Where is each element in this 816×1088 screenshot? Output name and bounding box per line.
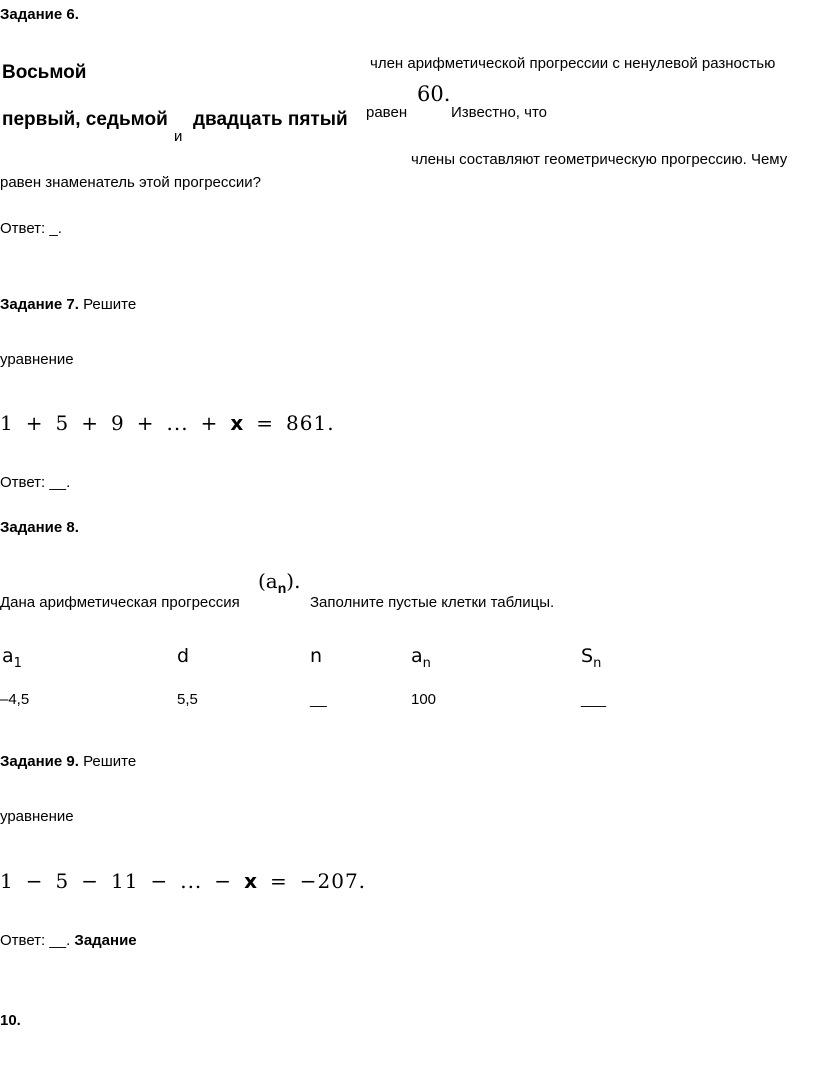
eq-term: ...	[180, 869, 203, 893]
task9-title: Задание 9.	[0, 753, 79, 770]
task7-title: Задание 7.	[0, 296, 79, 313]
table-header-n: n	[310, 645, 323, 667]
eq-term: 9	[111, 411, 125, 435]
task9-equation	[0, 869, 366, 893]
eq-variable: x	[230, 411, 245, 435]
eq-term: 1	[0, 869, 14, 893]
eq-rhs: −207.	[299, 869, 367, 893]
eq-operator: +	[136, 411, 155, 435]
task6-word-eighth: Восьмой	[2, 62, 87, 83]
task6-text-ratio: равен знаменатель этой прогрессии?	[0, 174, 261, 191]
task6-title: Задание 6.	[0, 6, 79, 23]
table-cell-n: __	[310, 691, 327, 708]
eq-operator: −	[25, 869, 44, 893]
eq-operator: +	[81, 411, 99, 435]
eq-rhs: 861.	[286, 411, 335, 435]
seq-sub: n	[277, 580, 287, 596]
eq-variable: x	[244, 869, 258, 893]
task7-title-line	[0, 296, 136, 313]
table-header-an: $a_n$	[411, 645, 431, 671]
task8-sequence-notation	[258, 569, 300, 596]
task6-answer: Ответ: _.	[0, 220, 62, 237]
table-cell-an: 100	[411, 691, 437, 708]
eq-term: 5	[55, 411, 70, 435]
task7-title-rest: Решите	[78, 296, 137, 313]
eq-term: 5	[55, 869, 70, 893]
eq-operator: +	[25, 411, 44, 435]
eq-operator: −	[81, 869, 99, 893]
task9-answer-line	[0, 932, 137, 949]
eq-sign: =	[269, 869, 288, 893]
task10-title: 10.	[0, 1012, 21, 1029]
table-header-a1: $a_1$	[2, 645, 22, 671]
table-header-sn: $S_n$	[581, 645, 602, 671]
table-cell-sn: ___	[581, 691, 607, 708]
task6-value: 60.	[417, 82, 451, 106]
task7-word-equation: уравнение	[0, 351, 74, 368]
task9-word-equation: уравнение	[0, 808, 74, 825]
task6-text-members-form: члены составляют геометрическую прогрессию. Чему	[411, 151, 788, 168]
eq-operator: −	[214, 869, 233, 893]
task8-fill-instruction: Заполните пустые клетки таблицы.	[310, 594, 555, 611]
table-cell-a1: –4,5	[0, 691, 30, 708]
task6-text-member: член арифметической прогрессии с ненулевой разностью	[370, 55, 776, 72]
eq-term: 1	[0, 411, 14, 435]
task9-answer: Ответ: __.	[0, 932, 71, 949]
task8-title: Задание 8.	[0, 519, 79, 536]
eq-operator: +	[200, 411, 219, 435]
task8-intro: Дана арифметическая прогрессия	[0, 594, 240, 611]
eq-operator: −	[150, 869, 169, 893]
eq-sign: =	[256, 411, 275, 435]
table-cell-d: 5,5	[177, 691, 198, 708]
task6-text-equals: равен	[366, 104, 408, 121]
task7-equation	[0, 411, 335, 435]
seq-close: ).	[286, 569, 301, 593]
eq-term: ...	[166, 411, 189, 435]
task6-words-twenty-fifth: двадцать пятый	[193, 109, 348, 130]
task9-title-rest: Решите	[78, 753, 137, 770]
seq-open: (a	[258, 569, 278, 593]
task6-word-and: и	[174, 128, 183, 145]
table-header-d: d	[177, 645, 190, 667]
task7-answer: Ответ: __.	[0, 474, 71, 491]
task6-text-known: Известно, что	[451, 104, 547, 121]
task9-title-line	[0, 753, 136, 770]
task10-label: Задание	[74, 932, 137, 949]
eq-term: 11	[111, 869, 139, 893]
task6-words-first-seventh: первый, седьмой	[2, 109, 168, 130]
